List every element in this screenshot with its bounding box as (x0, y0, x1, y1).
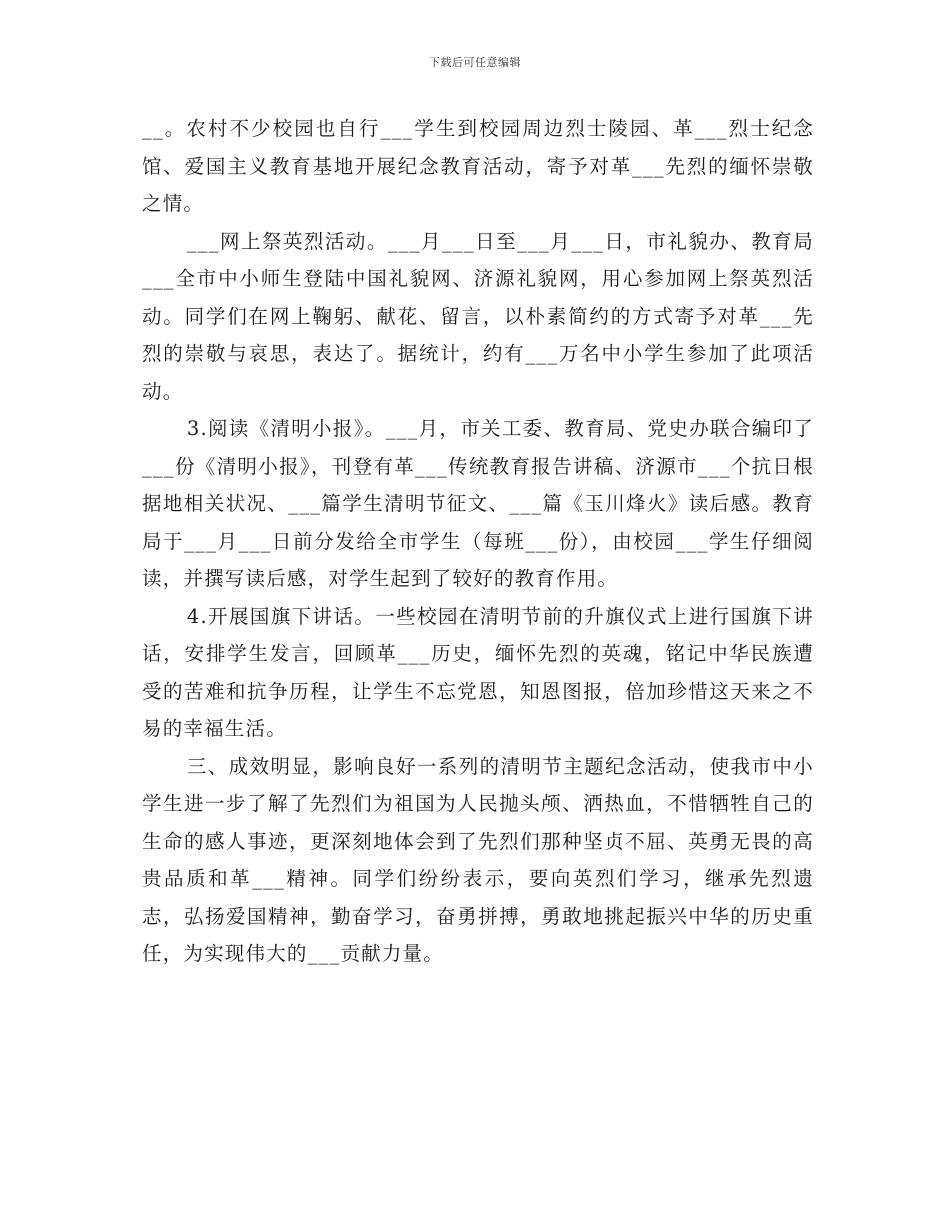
page-header: 下载后可任意编辑 (429, 56, 521, 69)
paragraph-online-memorial: ___网上祭英烈活动。___月___日至___月___日，市礼貌办、教育局___全市中小师生登陆中国礼貌网、济源礼貌网，用心参加网上祭英烈活动。同学们在网上鞠躬、献花、留言，以朴素简约的方式寄予对革___先烈的崇敬与哀思，表达了。据统计，约有___万名中小学生参加了此项活动。 (142, 229, 814, 403)
paragraph-results: 三、成效明显，影响良好一系列的清明节主题纪念活动，使我市中小学生进一步了解了先烈们为祖国为人民抛头颅、洒热血，不惜牺牲自己的生命的感人事迹，更深刻地体会到了先烈们那种坚贞不屈、英勇无畏的高贵品质和革___精神。同学们纷纷表示，要向英烈们学习，继承先烈遗志，弘扬爱国精神，勤奋学习，奋勇拼搏，勇敢地挑起振兴中华的历史重任，为实现伟大的___贡献力量。 (142, 754, 814, 965)
document-body (142, 110, 814, 973)
paragraph-qingming-newsletter: 3.阅读《清明小报》。___月，市关工委、教育局、党史办联合编印了___份《清明小报》，刊登有革___传统教育报告讲稿、济源市___个抗日根据地相关状况、___篇学生清明节征文、___篇《玉川烽火》读后感。教育局于___月___日前分发给全市学生（每班___份），由校园___学生仔细阅读，并撰写读后感，对学生起到了较好的教育作用。 (142, 417, 814, 590)
paragraph-continuation: __。农村不少校园也自行___学生到校园周边烈士陵园、革___烈士纪念馆、爱国主义教育基地开展纪念教育活动，寄予对革___先烈的缅怀崇敬之情。 (142, 117, 814, 215)
paragraph-flag-speech: 4.开展国旗下讲话。一些校园在清明节前的升旗仪式上进行国旗下讲话，安排学生发言，回顾革___历史，缅怀先烈的英魂，铭记中华民族遭受的苦难和抗争历程，让学生不忘党恩，知恩图报，倍加珍惜这天来之不易的幸福生活。 (142, 604, 814, 740)
